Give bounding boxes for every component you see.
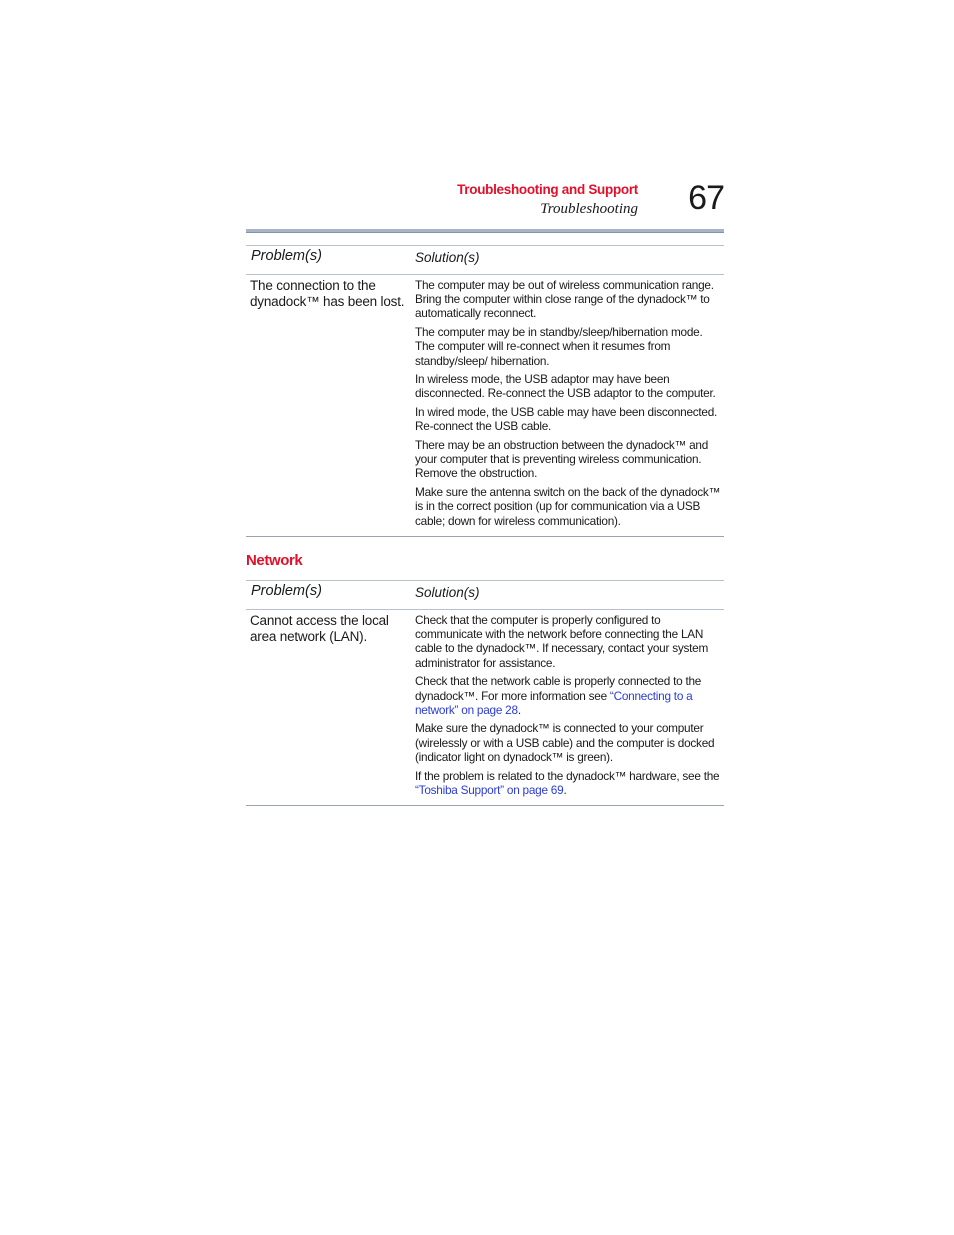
solution-text: Check that the network cable is properly connected to the dynadock™. For more information see <box>415 674 702 703</box>
solution-item: There may be an obstruction between the dynadock™ and your computer that is preventing wireless communication. Remove the obstruction. <box>415 438 709 481</box>
running-header <box>246 178 724 234</box>
solution-item: Make sure the antenna switch on the back of the dynadock™ is in the correct position (up for communication via a USB cable; down for wireless communication). <box>415 485 721 528</box>
problem-cell: Cannot access the local area network (LAN). <box>250 613 389 644</box>
solution-text: If the problem is related to the dynadock™ hardware, see the <box>415 768 720 783</box>
table-header-row <box>246 245 724 275</box>
solution-item: Make sure the dynadock™ is connected to your computer (wirelessly or with a USB cable) and the computer is docked (indicator light on dynadock™ is green). <box>415 721 715 764</box>
solution-cell <box>415 610 723 805</box>
troubleshooting-table <box>246 245 724 537</box>
header-subsection-title: Troubleshooting <box>540 201 638 217</box>
page-number: 67 <box>688 179 724 217</box>
solution-item: Check that the computer is properly configured to communicate with the network before connecting the LAN cable to the dynadock™. If necessary, contact your system administrator for assistance. <box>415 613 709 670</box>
header-section-title: Troubleshooting and Support <box>457 182 638 197</box>
table-row <box>246 275 724 537</box>
solution-item: In wired mode, the USB cable may have been disconnected. Re-connect the USB cable. <box>415 405 718 434</box>
header-rule <box>246 229 724 233</box>
column-header-problem: Problem(s) <box>251 248 322 264</box>
column-header-problem: Problem(s) <box>251 583 322 599</box>
solution-item <box>415 674 723 717</box>
link-toshiba-support[interactable]: “Toshiba Support” on page 69 <box>415 782 564 797</box>
solution-item <box>415 769 723 797</box>
network-table <box>246 580 724 806</box>
section-heading-network: Network <box>246 552 303 569</box>
column-header-solution: Solution(s) <box>415 585 480 600</box>
table-row <box>246 610 724 806</box>
solution-item: The computer may be in standby/sleep/hibernation mode. The computer will re-connect when it resumes from standby/sleep/ hibernation. <box>415 325 703 368</box>
solution-text: . <box>563 782 567 797</box>
link-connecting-to-network[interactable]: “Connecting to a network” on page 28 <box>415 688 693 717</box>
solution-item: The computer may be out of wireless communication range. Bring the computer within close range of the dynadock™ to automatically reconnect. <box>415 278 714 321</box>
problem-cell: The connection to the dynadock™ has been lost. <box>250 278 405 309</box>
table-header-row <box>246 580 724 610</box>
solution-item: In wireless mode, the USB adaptor may have been disconnected. Re-connect the USB adaptor to the computer. <box>415 372 716 401</box>
solution-cell <box>415 275 723 536</box>
column-header-solution: Solution(s) <box>415 250 480 265</box>
solution-text: . <box>517 702 521 717</box>
